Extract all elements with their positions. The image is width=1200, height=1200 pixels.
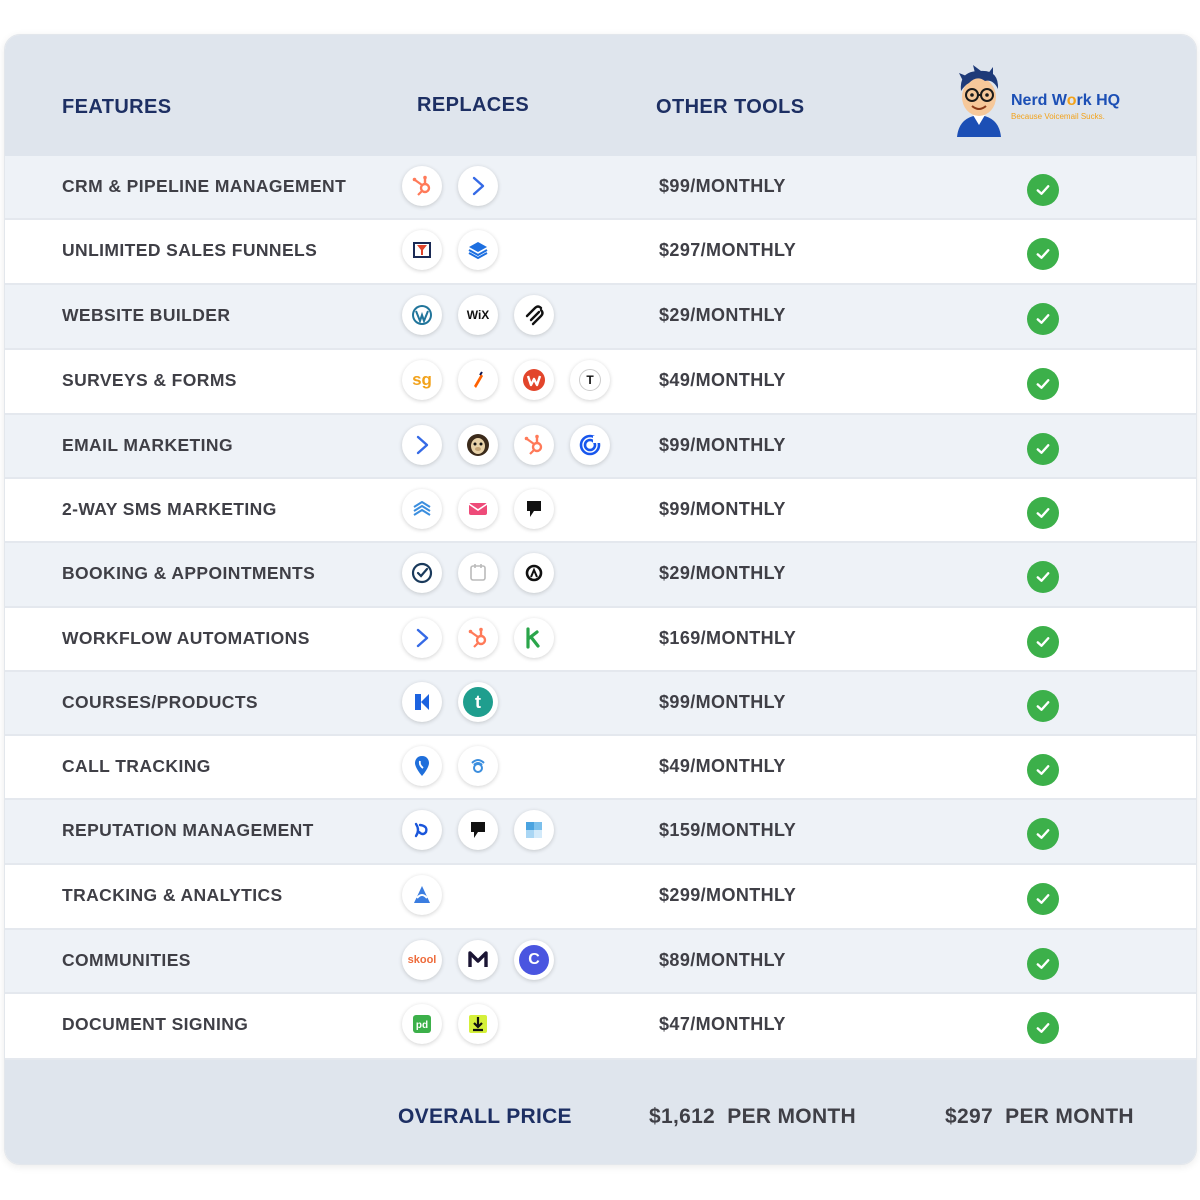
keap-icon xyxy=(514,618,554,658)
calendar-icon xyxy=(458,553,498,593)
nerd-avatar-icon xyxy=(949,65,1009,137)
other-tools-price: $89/MONTHLY xyxy=(659,950,786,970)
other-tools-price: $159/MONTHLY xyxy=(659,820,797,840)
check-icon xyxy=(1027,368,1059,400)
call-tracking-icon xyxy=(458,746,498,786)
circle-icon: C xyxy=(514,940,554,980)
hubspot-icon xyxy=(458,618,498,658)
overall-price-label: OVERALL PRICE xyxy=(398,1105,572,1128)
replaced-tools xyxy=(402,682,498,726)
replaced-tools xyxy=(402,489,554,533)
check-icon xyxy=(1027,174,1059,206)
podium-icon xyxy=(514,489,554,529)
teachable-icon: t xyxy=(458,682,498,722)
check-icon xyxy=(1027,818,1059,850)
constant-contact-icon xyxy=(570,425,610,465)
other-tools-price: $49/MONTHLY xyxy=(659,370,786,390)
feature-name: COURSES/PRODUCTS xyxy=(62,692,259,712)
table-row xyxy=(5,930,1196,994)
table-row xyxy=(5,672,1196,736)
other-tools-column-header: OTHER TOOLS xyxy=(656,96,805,118)
table-row xyxy=(5,543,1196,608)
sms-stack-icon xyxy=(402,489,442,529)
table-row xyxy=(5,350,1196,415)
mighty-networks-icon xyxy=(458,940,498,980)
callrail-icon xyxy=(402,746,442,786)
replaced-tools xyxy=(402,553,554,597)
pandadoc-icon xyxy=(402,1004,442,1044)
check-icon xyxy=(1027,690,1059,722)
table-row xyxy=(5,285,1196,350)
replaced-tools xyxy=(402,360,610,404)
textedly-icon xyxy=(458,489,498,529)
other-tools-price: $29/MONTHLY xyxy=(659,563,786,583)
pricing-comparison-card xyxy=(4,34,1197,1165)
calendly-icon xyxy=(402,553,442,593)
skool-icon: skool xyxy=(402,940,442,980)
typeform-icon: T xyxy=(570,360,610,400)
replaced-tools xyxy=(402,940,554,984)
replaced-tools xyxy=(402,1004,498,1048)
feature-name: UNLIMITED SALES FUNNELS xyxy=(62,240,318,260)
feature-name: TRACKING & ANALYTICS xyxy=(62,885,283,905)
wix-icon: WiX xyxy=(458,295,498,335)
kajabi-icon xyxy=(402,682,442,722)
other-tools-total: $1,612 PER MONTH xyxy=(649,1105,856,1128)
other-tools-price: $99/MONTHLY xyxy=(659,435,786,455)
table-row xyxy=(5,800,1196,865)
other-tools-price: $49/MONTHLY xyxy=(659,756,786,776)
analytics-icon xyxy=(402,875,442,915)
other-tools-price: $99/MONTHLY xyxy=(659,499,786,519)
replaced-tools xyxy=(402,230,498,274)
acuity-icon xyxy=(514,553,554,593)
table-row xyxy=(5,608,1196,672)
brand-name: Nerd Work HQ xyxy=(1011,92,1121,109)
other-tools-price: $99/MONTHLY xyxy=(659,692,786,712)
table-row xyxy=(5,994,1196,1060)
table-footer xyxy=(5,1060,1196,1165)
replaced-tools xyxy=(402,425,610,469)
feature-name: SURVEYS & FORMS xyxy=(62,370,237,390)
check-icon xyxy=(1027,754,1059,786)
wufoo-icon xyxy=(514,360,554,400)
feature-name: BOOKING & APPOINTMENTS xyxy=(62,563,316,583)
check-icon xyxy=(1027,561,1059,593)
other-tools-price: $297/MONTHLY xyxy=(659,240,797,260)
replaced-tools xyxy=(402,618,554,662)
table-row xyxy=(5,415,1196,479)
svg-text:pd: pd xyxy=(415,1020,429,1031)
feature-name: EMAIL MARKETING xyxy=(62,435,233,455)
table-row xyxy=(5,220,1196,285)
check-icon xyxy=(1027,303,1059,335)
other-tools-price: $99/MONTHLY xyxy=(659,176,786,196)
table-row xyxy=(5,156,1196,220)
check-icon xyxy=(1027,626,1059,658)
birdeye-icon xyxy=(402,810,442,850)
feature-name: WORKFLOW AUTOMATIONS xyxy=(62,628,310,648)
feature-name: 2-WAY SMS MARKETING xyxy=(62,499,277,519)
wordpress-icon xyxy=(402,295,442,335)
check-icon xyxy=(1027,948,1059,980)
other-tools-price: $29/MONTHLY xyxy=(659,305,786,325)
feature-name: WEBSITE BUILDER xyxy=(62,305,231,325)
brand-logo xyxy=(949,65,1149,139)
squarespace-icon xyxy=(514,295,554,335)
podium-icon xyxy=(458,810,498,850)
check-icon xyxy=(1027,883,1059,915)
replaces-column-header: REPLACES xyxy=(417,94,530,116)
other-tools-price: $47/MONTHLY xyxy=(659,1014,786,1034)
table-row xyxy=(5,479,1196,543)
jotform-icon xyxy=(458,360,498,400)
replaced-tools xyxy=(402,166,498,210)
table-row xyxy=(5,865,1196,930)
feature-name: CRM & PIPELINE MANAGEMENT xyxy=(62,176,347,196)
feature-name: CALL TRACKING xyxy=(62,756,211,776)
replaced-tools xyxy=(402,875,442,919)
hubspot-icon xyxy=(402,166,442,206)
leadpages-icon xyxy=(458,230,498,270)
reputation-puzzle-icon xyxy=(514,810,554,850)
feature-name: DOCUMENT SIGNING xyxy=(62,1014,249,1034)
check-icon xyxy=(1027,433,1059,465)
mailchimp-icon xyxy=(458,425,498,465)
other-tools-price: $169/MONTHLY xyxy=(659,628,797,648)
activecampaign-icon xyxy=(458,166,498,206)
hubspot-icon xyxy=(514,425,554,465)
check-icon xyxy=(1027,497,1059,529)
check-icon xyxy=(1027,238,1059,270)
table-header xyxy=(5,35,1196,156)
check-icon xyxy=(1027,1012,1059,1044)
replaced-tools xyxy=(402,746,498,790)
activecampaign-icon xyxy=(402,618,442,658)
features-column-header: FEATURES xyxy=(62,96,172,118)
table-row xyxy=(5,736,1196,800)
docusign-icon xyxy=(458,1004,498,1044)
replaced-tools xyxy=(402,810,554,854)
other-tools-price: $299/MONTHLY xyxy=(659,885,797,905)
feature-name: REPUTATION MANAGEMENT xyxy=(62,820,314,840)
feature-name: COMMUNITIES xyxy=(62,950,191,970)
replaced-tools xyxy=(402,295,554,339)
clickfunnels-icon xyxy=(402,230,442,270)
surveygizmo-icon: sg xyxy=(402,360,442,400)
activecampaign-icon xyxy=(402,425,442,465)
brand-tagline: Because Voicemail Sucks. xyxy=(1011,112,1105,121)
brand-total: $297 PER MONTH xyxy=(945,1105,1134,1128)
